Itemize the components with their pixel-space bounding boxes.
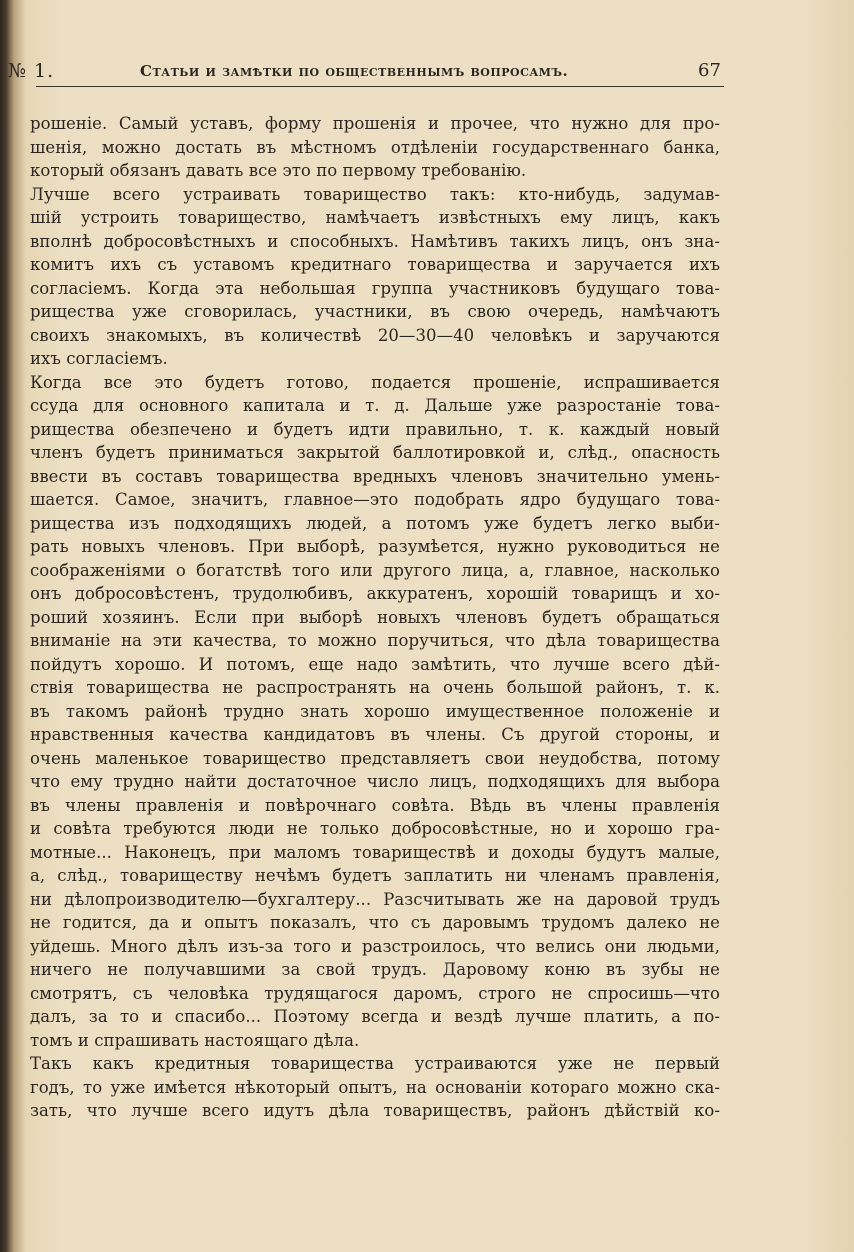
text-line: въ члены правленія и повѣрочнаго совѣта. Вѣдь въ члены правленія — [30, 795, 720, 815]
text-line: зать, что лучше всего идутъ дѣла товариществъ, районъ дѣйствій ко- — [30, 1101, 720, 1120]
text-line: шій устроить товарищество, намѣчаетъ извѣстныхъ ему лицъ, какъ — [30, 208, 720, 227]
page-header — [0, 58, 854, 84]
text-line: Такъ какъ кредитныя товарищества устраиваются уже не первый — [30, 1054, 720, 1073]
text-line: роший хозяинъ. Если при выборѣ новыхъ членовъ будетъ обращаться — [30, 607, 720, 627]
text-line: шенія, можно достать въ мѣстномъ отдѣленіи государственнаго банка, — [30, 137, 720, 157]
issue-number: № 1. — [8, 60, 55, 82]
text-line: согласіемъ. Когда эта небольшая группа участниковъ будущаго това- — [30, 278, 720, 298]
text-line: рищества обезпечено и будетъ идти правильно, т. к. каждый новый — [30, 419, 720, 439]
text-line: годъ, то уже имѣется нѣкоторый опытъ, на основаніи котораго можно ска- — [30, 1077, 720, 1097]
text-line: смотрятъ, съ человѣка трудящагося даромъ, строго не спросишь—что — [30, 983, 720, 1003]
text-line: шается. Самое, значитъ, главное—это подобрать ядро будущаго това- — [30, 490, 720, 509]
text-line: Когда все это будетъ готово, подается прошеніе, испрашивается — [30, 372, 720, 392]
text-line: рищества изъ подходящихъ людей, а потомъ уже будетъ легко выби- — [30, 513, 720, 533]
text-line: уйдешь. Много дѣлъ изъ-за того и разстроилось, что велись они людьми, — [30, 936, 720, 956]
text-line: томъ и спрашивать настоящаго дѣла. — [30, 1030, 360, 1050]
running-title: Статьи и замѣтки по общественнымъ вопросамъ. — [140, 62, 569, 80]
text-line: что ему трудно найти достаточное число лицъ, подходящихъ для выбора — [30, 772, 720, 791]
body-text — [30, 112, 720, 1123]
text-line: а, слѣд., товариществу нечѣмъ будетъ заплатить ни членамъ правленія, — [30, 866, 720, 885]
text-line: не годится, да и опытъ показалъ, что съ даровымъ трудомъ далеко не — [30, 913, 720, 932]
text-line: рищества уже сговорилась, участники, въ свою очередь, намѣчаютъ — [30, 302, 720, 321]
text-line: нравственныя качества кандидатовъ въ члены. Съ другой стороны, и — [30, 725, 720, 744]
text-line: который обязанъ давать все это по первому требованію. — [30, 161, 527, 180]
text-line: рошеніе. Самый уставъ, форму прошенія и прочее, что нужно для про- — [30, 114, 720, 133]
text-line: ввести въ составъ товарищества вредныхъ членовъ значительно умень- — [30, 466, 720, 486]
text-line: онъ добросовѣстенъ, трудолюбивъ, аккуратенъ, хорошій товарищъ и хо- — [30, 584, 720, 603]
page-number: 67 — [698, 60, 721, 81]
text-line: ствія товарищества не распространять на очень большой районъ, т. к. — [30, 678, 720, 697]
text-line: комитъ ихъ съ уставомъ кредитнаго товарищества и заручается ихъ — [30, 255, 720, 274]
text-line: мотные... Наконецъ, при маломъ товариществѣ и доходы будутъ малые, — [30, 842, 720, 862]
text-line: вниманіе на эти качества, то можно поручиться, что дѣла товарищества — [30, 631, 720, 650]
text-line: Лучше всего устраивать товарищество такъ: кто-нибудь, задумав- — [30, 184, 720, 204]
text-line: очень маленькое товарищество представляетъ свои неудобства, потому — [30, 748, 720, 768]
text-line: въ такомъ районѣ трудно знать хорошо имущественное положеніе и — [30, 701, 720, 721]
text-line: ничего не получавшими за свой трудъ. Даровому коню въ зубы не — [30, 960, 720, 979]
text-line: соображеніями о богатствѣ того или другого лица, а, главное, насколько — [30, 560, 720, 580]
text-line: ссуда для основного капитала и т. д. Дальше уже разростаніе това- — [30, 396, 720, 415]
text-line: рать новыхъ членовъ. При выборѣ, разумѣется, нужно руководиться не — [30, 537, 720, 556]
text-line: своихъ знакомыхъ, въ количествѣ 20—30—40 человѣкъ и заручаются — [30, 325, 720, 345]
text-line: далъ, за то и спасибо... Поэтому всегда и вездѣ лучше платить, а по- — [30, 1007, 720, 1026]
text-line: вполнѣ добросовѣстныхъ и способныхъ. Намѣтивъ такихъ лицъ, онъ зна- — [30, 231, 720, 251]
text-line: членъ будетъ приниматься закрытой баллотировкой и, слѣд., опасность — [30, 443, 720, 462]
text-line: ни дѣлопроизводителю—бухгалтеру... Разсчитывать же на даровой трудъ — [30, 889, 720, 909]
text-line: ихъ согласіемъ. — [30, 349, 168, 368]
text-line: пойдутъ хорошо. И потомъ, еще надо замѣтить, что лучше всего дѣй- — [30, 654, 720, 674]
header-rule — [36, 86, 724, 87]
text-line: и совѣта требуются люди не только добросовѣстные, но и хорошо гра- — [30, 819, 720, 838]
